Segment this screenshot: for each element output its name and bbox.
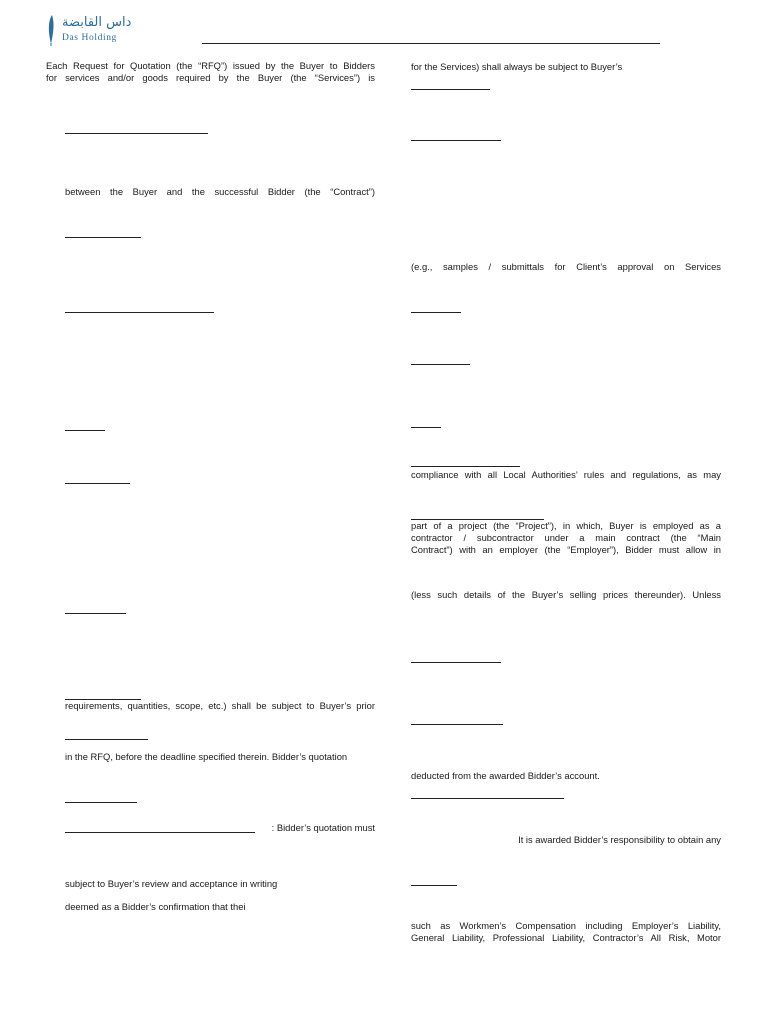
blank-line — [65, 133, 208, 134]
blank-line — [65, 739, 148, 740]
right-paragraph-8 — [411, 920, 721, 944]
right-paragraph-7: It is awarded Bidder’s responsibility to obtain any — [518, 834, 721, 845]
blank-line — [411, 312, 461, 313]
blank-line — [65, 483, 130, 484]
blank-line — [411, 724, 503, 725]
right-p8-line1: such as Workmen’s Compensation including Employer’s Liability, — [411, 920, 721, 931]
blank-line — [411, 798, 564, 799]
blank-line — [411, 466, 520, 467]
right-paragraph-1: for the Services) shall always be subject to Buyer’s — [411, 61, 623, 72]
left-paragraph-4: in the RFQ, before the deadline specified therein. Bidder’s quotation — [65, 751, 348, 762]
right-paragraph-3: compliance with all Local Authorities’ rules and regulations, as may — [411, 469, 721, 480]
left-p1-line1: Each Request for Quotation (the “RFQ”) issued by the Buyer to Bidders — [46, 60, 375, 71]
left-paragraph-5: : Bidder’s quotation must — [271, 822, 375, 833]
left-paragraph-2: between the Buyer and the successful Bidder (the “Contract”) — [65, 186, 375, 197]
blank-line — [65, 312, 214, 313]
left-paragraph-6: subject to Buyer’s review and acceptance in writing — [65, 878, 278, 889]
right-p4-line2: contractor / subcontractor under a main contract (the “Main — [411, 531, 721, 543]
blank-line — [65, 237, 141, 238]
blank-line — [65, 802, 137, 803]
logo-arabic-text: داس القابضة — [62, 15, 132, 30]
blank-line — [65, 832, 255, 833]
blank-line — [411, 885, 457, 886]
left-paragraph-1 — [46, 60, 375, 84]
blank-line — [65, 430, 105, 431]
right-paragraph-6: deducted from the awarded Bidder’s account. — [411, 770, 600, 781]
right-paragraph-2: (e.g., samples / submittals for Client’s approval on Services — [411, 261, 721, 272]
left-paragraph-7: deemed as a Bidder’s confirmation that thei — [65, 901, 246, 912]
blank-line — [411, 427, 441, 428]
blank-line — [411, 140, 501, 141]
right-p8-line2: General Liability, Professional Liability, Contractor’s All Risk, Motor — [411, 931, 721, 943]
left-paragraph-3: requirements, quantities, scope, etc.) shall be subject to Buyer’s prior — [65, 700, 375, 711]
left-p1-line2: for services and/or goods required by the Buyer (the “Services”) is — [46, 71, 375, 83]
blank-line — [411, 89, 490, 90]
das-holding-logo — [46, 14, 136, 46]
blank-line — [411, 364, 470, 365]
blank-line — [411, 662, 501, 663]
blank-line — [65, 613, 126, 614]
logo-english-text: Das Holding — [62, 33, 117, 43]
right-paragraph-4 — [411, 520, 721, 555]
right-paragraph-5: (less such details of the Buyer’s selling prices thereunder). Unless — [411, 589, 721, 600]
right-p4-line1: part of a project (the “Project”), in which, Buyer is employed as a — [411, 520, 721, 531]
right-p4-line3: Contract”) with an employer (the “Employer”), Bidder must allow in — [411, 543, 721, 555]
quill-icon — [46, 14, 58, 46]
header-rule — [202, 43, 660, 44]
